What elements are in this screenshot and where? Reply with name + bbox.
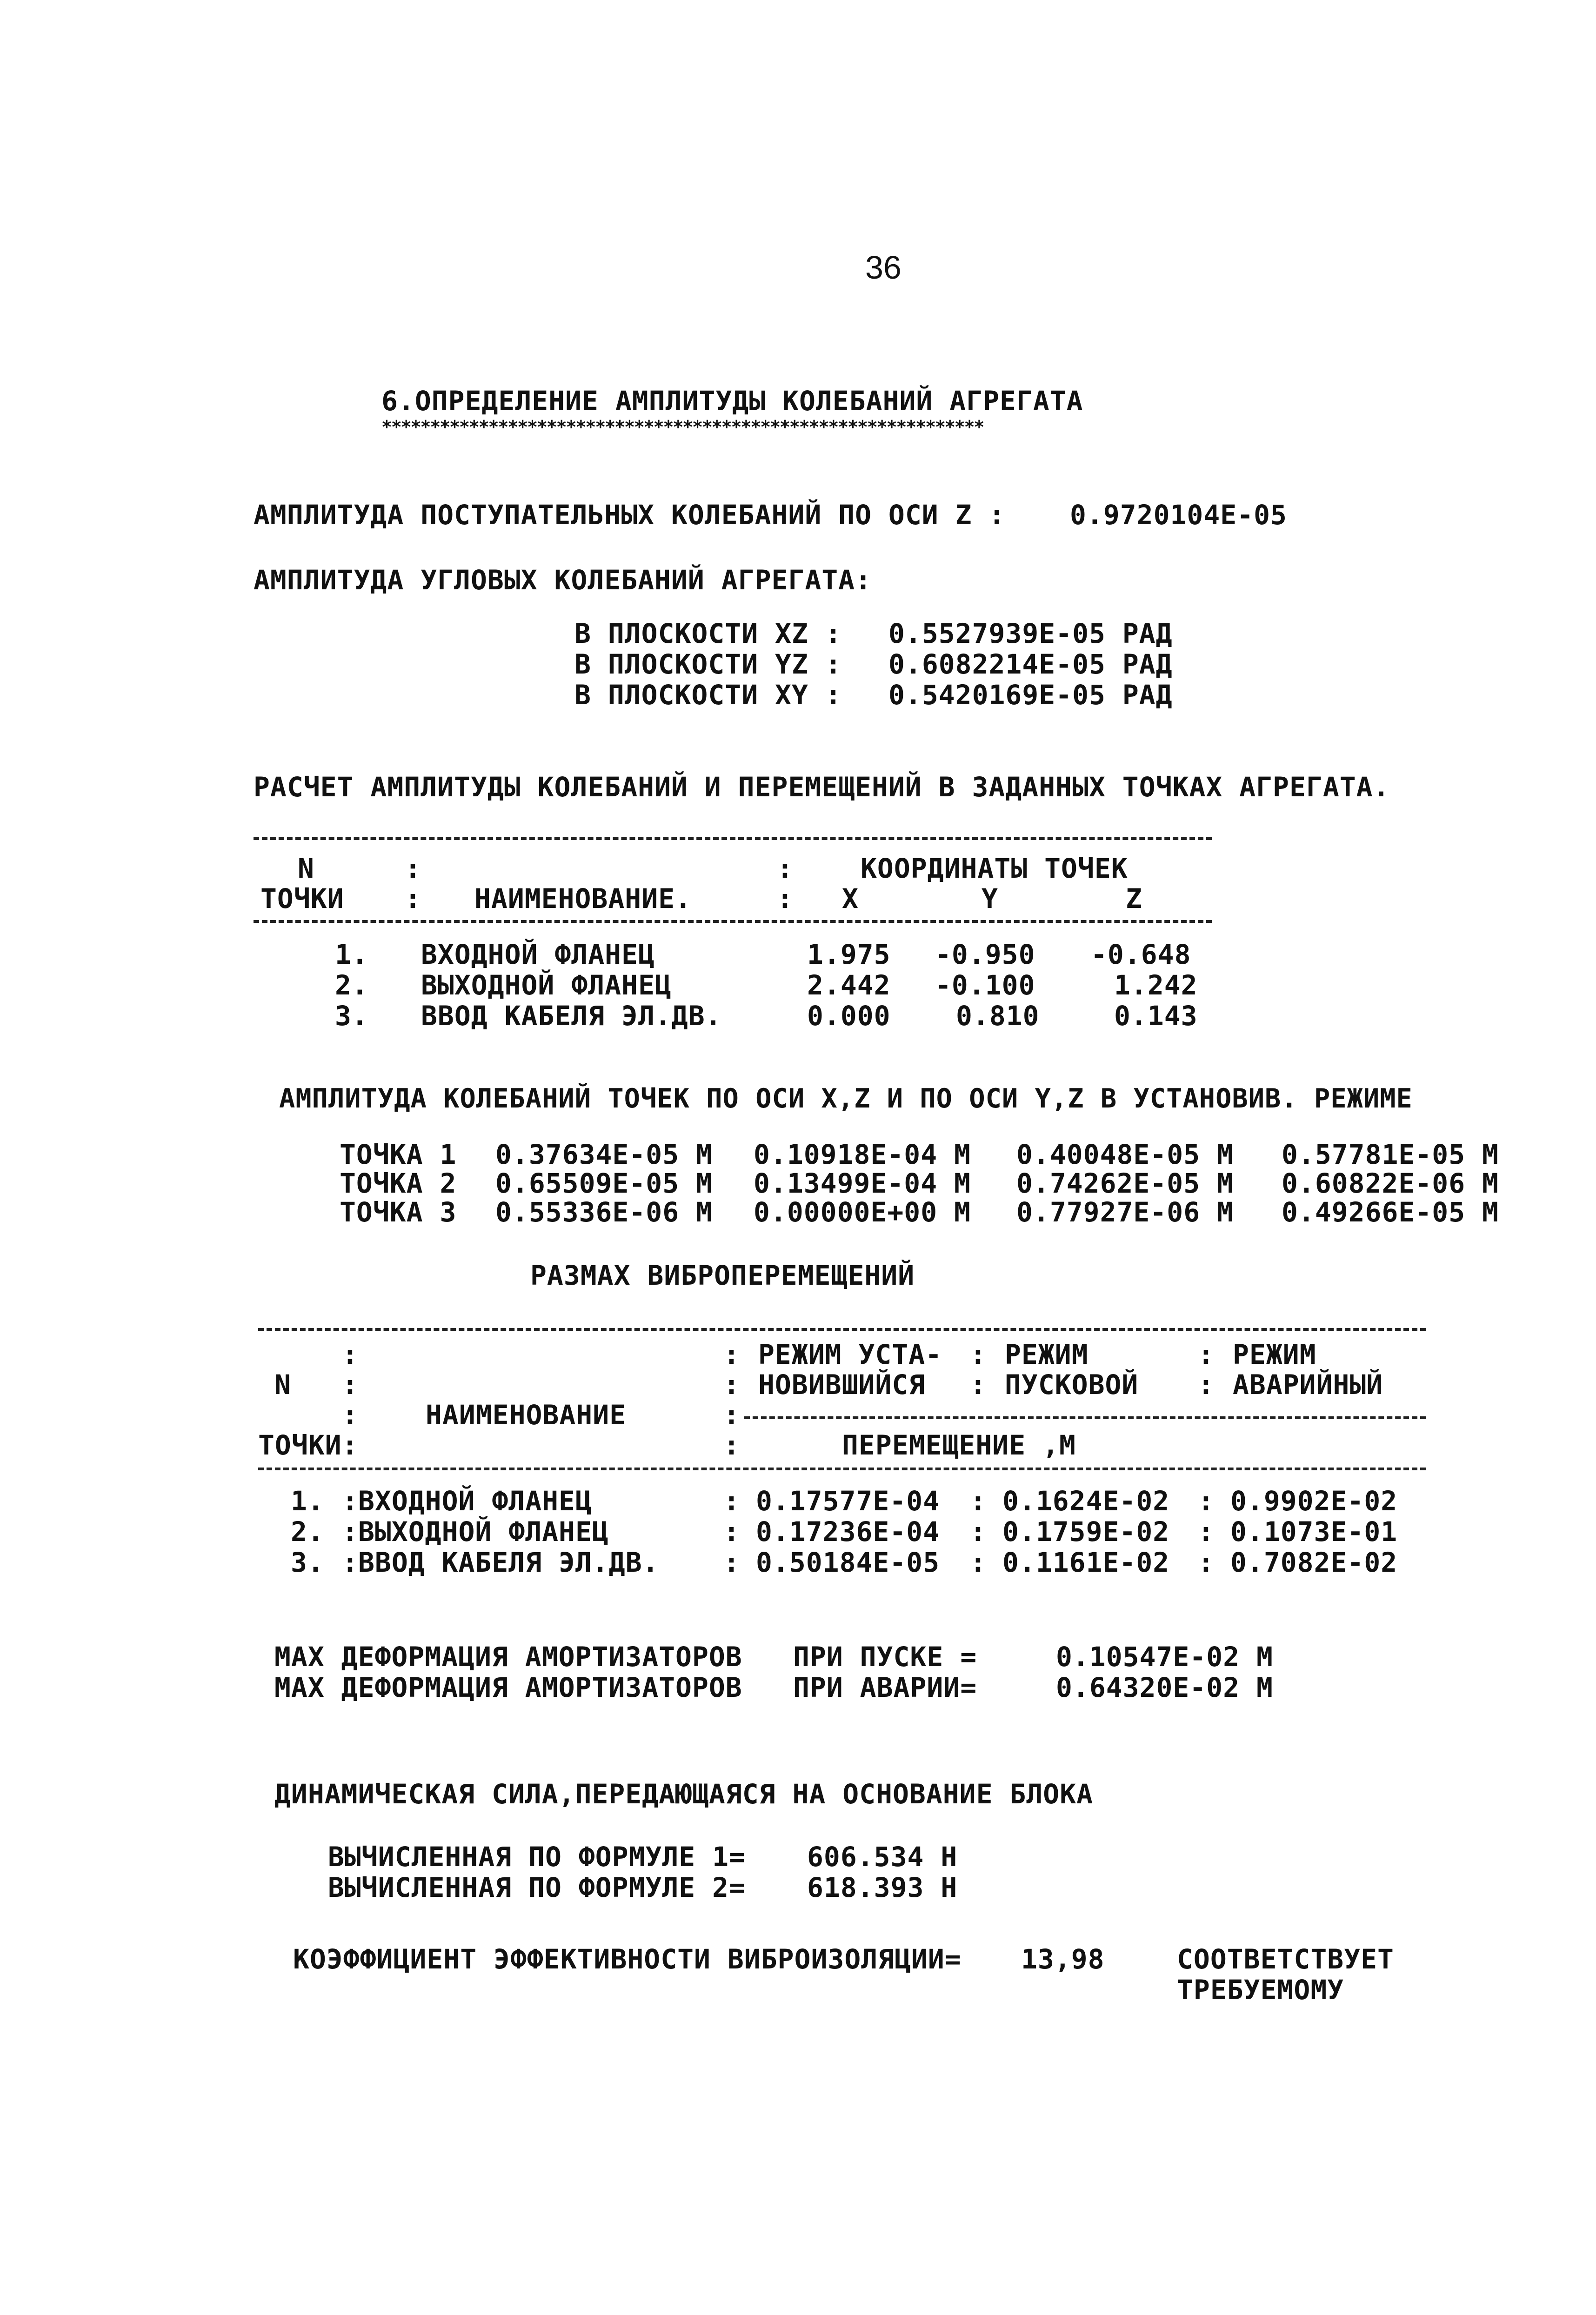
- header-sep: :: [777, 883, 794, 914]
- header-sep: :: [342, 1339, 359, 1370]
- row-mode2: 0.1624E-02: [1002, 1485, 1170, 1517]
- deformation-condition: ПРИ АВАРИИ=: [793, 1672, 977, 1703]
- header-sep: :: [970, 1339, 987, 1370]
- row-y: 0.810: [956, 1000, 1040, 1032]
- row-name: ВЫХОДНОЙ ФЛАНЕЦ: [421, 969, 672, 1001]
- row-mode1: 0.17236E-04: [756, 1516, 940, 1548]
- row-number: 3.: [291, 1547, 324, 1578]
- angular-plane-label: В ПЛОСКОСТИ XY :: [574, 679, 842, 711]
- header-sep: :: [405, 853, 421, 884]
- header-sep: :: [723, 1339, 740, 1370]
- amplitude-value: 0.57781E-05 М: [1282, 1139, 1499, 1170]
- row-name: ВВОД КАБЕЛЯ ЭЛ.ДВ.: [421, 1000, 722, 1032]
- header-points: ТОЧКИ: [260, 883, 344, 914]
- amplitude-value: 0.10918E-04 М: [754, 1139, 971, 1170]
- table-rule: [744, 1416, 1426, 1419]
- amplitude-value: 0.65509E-05 М: [495, 1168, 713, 1199]
- header-sep: :: [723, 1399, 740, 1431]
- row-z: -0.648: [1091, 939, 1191, 970]
- deformation-value: 0.64320E-02 М: [1056, 1672, 1273, 1703]
- header-mode1-line1: РЕЖИМ УСТА-: [758, 1339, 942, 1370]
- deformation-value: 0.10547E-02 М: [1056, 1641, 1273, 1673]
- header-mode1-line2: НОВИВШИЙСЯ: [758, 1369, 926, 1401]
- amplitude-value: 0.13499E-04 М: [754, 1168, 971, 1199]
- amplitude-value: 0.60822E-06 М: [1282, 1168, 1499, 1199]
- row-name: ВХОДНОЙ ФЛАНЕЦ: [421, 939, 655, 970]
- row-sep: :: [723, 1516, 740, 1548]
- formula-value: 618.393 Н: [807, 1872, 958, 1903]
- header-x: X: [842, 883, 859, 914]
- row-sep: :: [342, 1516, 359, 1548]
- angular-plane-value: 0.6082214E-05 РАД: [888, 648, 1173, 680]
- row-z: 0.143: [1114, 1000, 1198, 1032]
- translational-value: 0.9720104E-05: [1070, 499, 1287, 531]
- row-z: 1.242: [1114, 969, 1198, 1001]
- table-rule: [258, 1328, 1426, 1331]
- header-coordinates: КООРДИНАТЫ ТОЧЕК: [861, 853, 1128, 884]
- row-x: 0.000: [807, 1000, 891, 1032]
- amplitude-heading: АМПЛИТУДА КОЛЕБАНИЙ ТОЧЕК ПО ОСИ X,Z И ПО ОСИ Y,Z В УСТАНОВИВ. РЕЖИМЕ: [279, 1083, 1413, 1114]
- row-x: 1.975: [807, 939, 891, 970]
- title-underline: **************************************************************: [381, 418, 984, 436]
- row-mode3: 0.9902E-02: [1230, 1485, 1398, 1517]
- table-rule: [254, 837, 1212, 840]
- header-points: ТОЧКИ:: [258, 1429, 359, 1461]
- header-sep: :: [777, 853, 794, 884]
- angular-plane-label: В ПЛОСКОСТИ YZ :: [574, 648, 842, 680]
- row-sep: :: [1198, 1485, 1215, 1517]
- row-mode1: 0.50184E-05: [756, 1547, 940, 1578]
- row-x: 2.442: [807, 969, 891, 1001]
- row-y: -0.100: [935, 969, 1035, 1001]
- header-sep: :: [723, 1429, 740, 1461]
- row-number: 1.: [291, 1485, 324, 1517]
- row-number: 2.: [291, 1516, 324, 1548]
- header-mode2-line2: ПУСКОВОЙ: [1005, 1369, 1139, 1401]
- row-mode2: 0.1759E-02: [1002, 1516, 1170, 1548]
- header-z: Z: [1126, 883, 1142, 914]
- row-sep: :: [1198, 1547, 1215, 1578]
- header-mode3-line1: РЕЖИМ: [1233, 1339, 1316, 1370]
- header-sep: :: [723, 1369, 740, 1401]
- row-sep: :: [970, 1516, 987, 1548]
- table-rule: [258, 1468, 1426, 1470]
- header-name: НАИМЕНОВАНИЕ.: [474, 883, 692, 914]
- angular-plane-value: 0.5420169E-05 РАД: [888, 679, 1173, 711]
- section-title: 6.ОПРЕДЕЛЕНИЕ АМПЛИТУДЫ КОЛЕБАНИЙ АГРЕГАТА: [381, 385, 1083, 417]
- amplitude-value: 0.37634E-05 М: [495, 1139, 713, 1170]
- page-number: 36: [865, 249, 902, 286]
- efficiency-verdict: СООТВЕТСТВУЕТ: [1177, 1943, 1394, 1975]
- row-number: 3.: [335, 1000, 368, 1032]
- header-sep: :: [970, 1369, 987, 1401]
- angular-label: АМПЛИТУДА УГЛОВЫХ КОЛЕБАНИЙ АГРЕГАТА:: [254, 564, 872, 596]
- angular-plane-value: 0.5527939E-05 РАД: [888, 618, 1173, 649]
- row-sep: :: [723, 1547, 740, 1578]
- deformation-label: МАХ ДЕФОРМАЦИЯ АМОРТИЗАТОРОВ: [274, 1641, 742, 1673]
- header-mode3-line2: АВАРИЙНЫЙ: [1233, 1369, 1383, 1401]
- table-rule: [254, 920, 1212, 923]
- header-sep: :: [342, 1369, 359, 1401]
- swing-heading: РАЗМАХ ВИБРОПЕРЕМЕЩЕНИЙ: [530, 1260, 915, 1291]
- row-name: ВЫХОДНОЙ ФЛАНЕЦ: [358, 1516, 609, 1548]
- header-displacement: ПЕРЕМЕЩЕНИЕ ,М: [842, 1429, 1076, 1461]
- row-mode3: 0.1073E-01: [1230, 1516, 1398, 1548]
- amplitude-value: 0.77927E-06 М: [1016, 1196, 1234, 1228]
- header-n: N: [298, 853, 314, 884]
- header-sep: :: [405, 883, 421, 914]
- row-sep: :: [970, 1547, 987, 1578]
- amplitude-value: 0.49266E-05 М: [1282, 1196, 1499, 1228]
- amplitude-value: 0.55336E-06 М: [495, 1196, 713, 1228]
- efficiency-value: 13,98: [1021, 1943, 1105, 1975]
- point-label: ТОЧКА 2: [340, 1168, 457, 1199]
- row-sep: :: [342, 1547, 359, 1578]
- translational-label: АМПЛИТУДА ПОСТУПАТЕЛЬНЫХ КОЛЕБАНИЙ ПО ОСИ Z :: [254, 499, 1006, 531]
- dynamic-heading: ДИНАМИЧЕСКАЯ СИЛА,ПЕРЕДАЮЩАЯСЯ НА ОСНОВАНИЕ БЛОКА: [274, 1778, 1094, 1810]
- angular-plane-label: В ПЛОСКОСТИ XZ :: [574, 618, 842, 649]
- efficiency-label: КОЭФФИЦИЕНТ ЭФФЕКТИВНОСТИ ВИБРОИЗОЛЯЦИИ=: [293, 1943, 962, 1975]
- formula-label: ВЫЧИСЛЕННАЯ ПО ФОРМУЛЕ 1=: [328, 1841, 746, 1873]
- header-sep: :: [1198, 1369, 1215, 1401]
- header-y: Y: [982, 883, 998, 914]
- deformation-label: МАХ ДЕФОРМАЦИЯ АМОРТИЗАТОРОВ: [274, 1672, 742, 1703]
- header-sep: :: [342, 1399, 359, 1431]
- row-sep: :: [342, 1485, 359, 1517]
- formula-value: 606.534 Н: [807, 1841, 958, 1873]
- row-sep: :: [1198, 1516, 1215, 1548]
- point-label: ТОЧКА 1: [340, 1139, 457, 1170]
- formula-label: ВЫЧИСЛЕННАЯ ПО ФОРМУЛЕ 2=: [328, 1872, 746, 1903]
- row-sep: :: [723, 1485, 740, 1517]
- calc-heading: РАСЧЕТ АМПЛИТУДЫ КОЛЕБАНИЙ И ПЕРЕМЕЩЕНИЙ В ЗАДАННЫХ ТОЧКАХ АГРЕГАТА.: [254, 771, 1390, 803]
- row-number: 2.: [335, 969, 368, 1001]
- amplitude-value: 0.74262E-05 М: [1016, 1168, 1234, 1199]
- row-mode1: 0.17577E-04: [756, 1485, 940, 1517]
- amplitude-value: 0.00000E+00 М: [754, 1196, 971, 1228]
- header-sep: :: [1198, 1339, 1215, 1370]
- row-name: ВХОДНОЙ ФЛАНЕЦ: [358, 1485, 592, 1517]
- header-mode2-line1: РЕЖИМ: [1005, 1339, 1088, 1370]
- point-label: ТОЧКА 3: [340, 1196, 457, 1228]
- deformation-condition: ПРИ ПУСКЕ =: [793, 1641, 977, 1673]
- row-number: 1.: [335, 939, 368, 970]
- row-name: ВВОД КАБЕЛЯ ЭЛ.ДВ.: [358, 1547, 659, 1578]
- header-n: N: [274, 1369, 291, 1401]
- row-mode3: 0.7082E-02: [1230, 1547, 1398, 1578]
- efficiency-verdict-line2: ТРЕБУЕМОМУ: [1177, 1974, 1344, 2006]
- amplitude-value: 0.40048E-05 М: [1016, 1139, 1234, 1170]
- header-name: НАИМЕНОВАНИЕ: [426, 1399, 627, 1431]
- row-mode2: 0.1161E-02: [1002, 1547, 1170, 1578]
- row-y: -0.950: [935, 939, 1035, 970]
- row-sep: :: [970, 1485, 987, 1517]
